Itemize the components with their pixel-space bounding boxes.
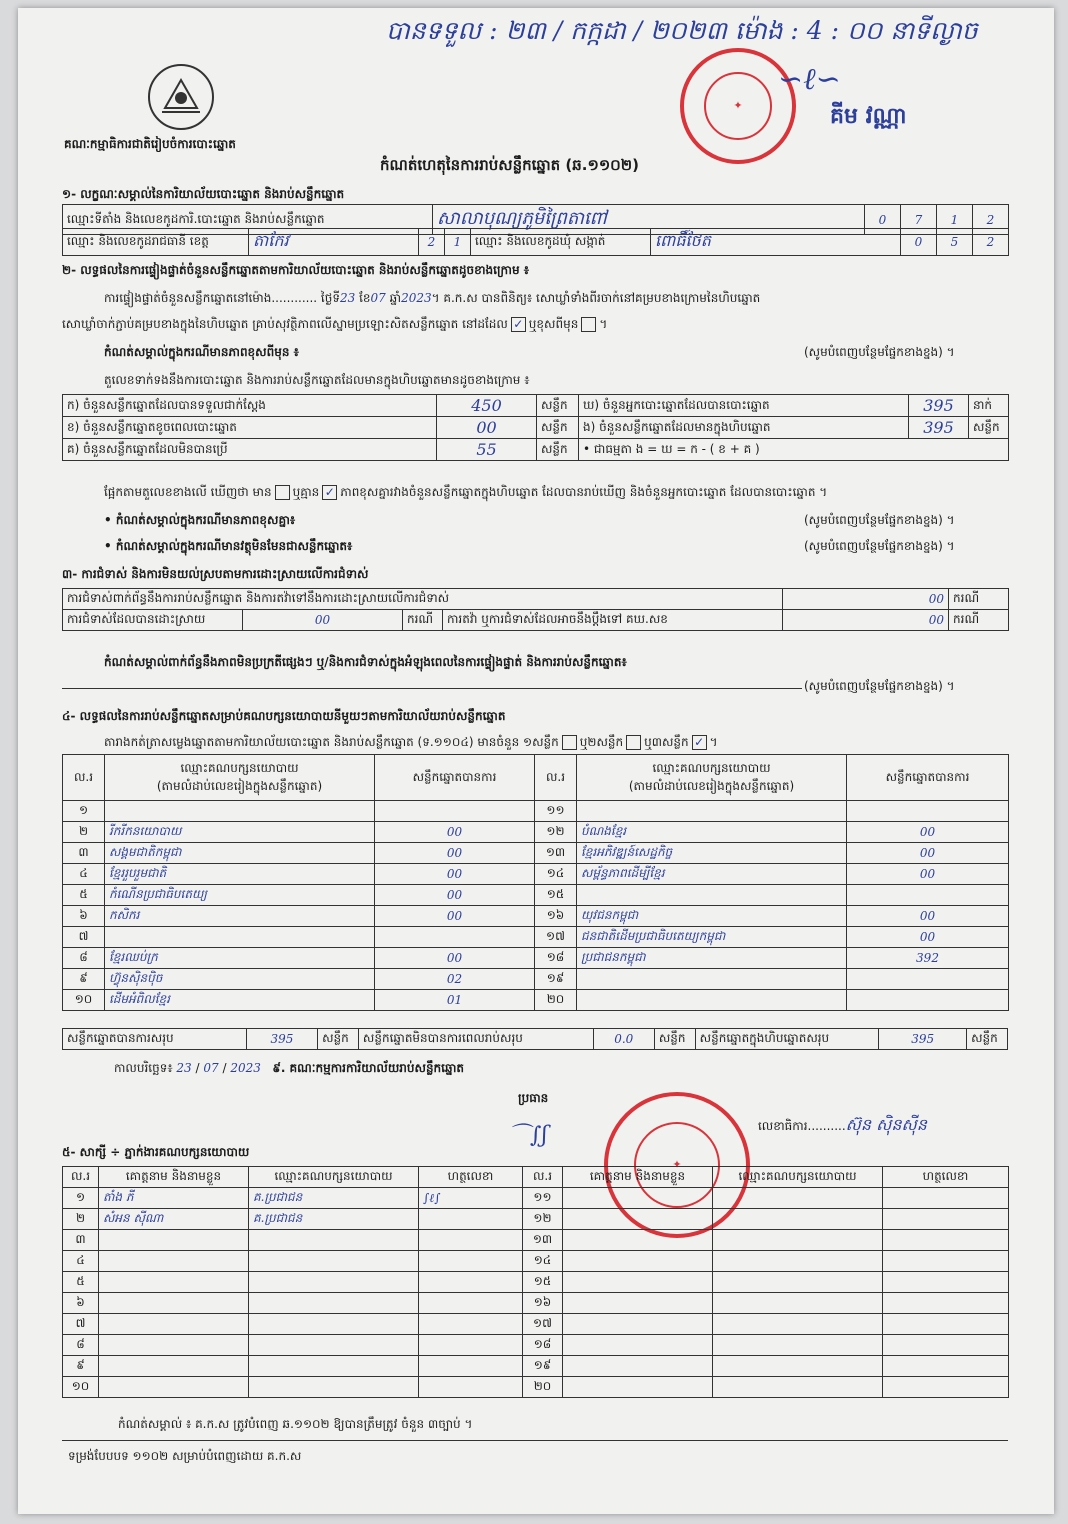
table-cell: ១៩ xyxy=(535,969,577,990)
verification-line: ការផ្ទៀងផ្ទាត់ចំនួនសន្លឹកឆ្នោតនៅម៉ោង............ ថ្ងៃទី23 ខែ07 ឆ្នាំ2023។ គ.ក.ស បានពិនិត្យ៖ សោឃ្លាំទាំងពីរចាក់នៅគម្របខាងក្រោមនៃហិបឆ្នោត xyxy=(104,291,761,305)
table-cell xyxy=(99,1293,249,1314)
formula: • ជាធម្មតា ង = ឃ = ក - ( ខ + គ ) xyxy=(579,439,1009,461)
table-cell: ៧ xyxy=(63,927,105,948)
table-cell xyxy=(419,1335,523,1356)
table-cell: ២០ xyxy=(523,1377,563,1398)
col-party: ឈ្មោះគណបក្សនយោបាយ (តាមលំដាប់លេខរៀងក្នុងសន្លឹកឆ្នោត) xyxy=(105,755,375,801)
fill-hint: (សូមបំពេញបន្ថែមផ្នែកខាងខ្នង) ។ xyxy=(804,539,955,553)
kha-value: 00 xyxy=(437,417,537,439)
table-cell xyxy=(105,801,375,822)
table-cell xyxy=(883,1272,1009,1293)
gha-unit: នាក់ xyxy=(969,395,1009,417)
witness-table xyxy=(62,1166,1009,1398)
unit: សន្លឹក xyxy=(967,1029,1008,1050)
table-cell: ៤ xyxy=(63,864,105,885)
date-month: 07 xyxy=(203,1061,219,1075)
table-cell xyxy=(249,1230,419,1251)
table-cell: 00 xyxy=(847,927,1009,948)
tally-sheet-line: តារាងកត់ត្រាសម្លេងឆ្នោតតាមការិយាល័យបោះឆ្នោត និងរាប់សន្លឹកឆ្នោត (ទ.១១០៤) មានចំនួន ១សន្លឹក ឬ២សន្លឹក ឬ៣សន្លឹក ✓ ។ xyxy=(104,735,718,749)
table-cell xyxy=(563,1230,713,1251)
table-cell xyxy=(99,1230,249,1251)
table-cell xyxy=(713,1314,883,1335)
table-row xyxy=(63,1314,1009,1335)
table-cell: ១៧ xyxy=(523,1314,563,1335)
note-discrepancy: • កំណត់សម្គាល់ក្នុងករណីមានភាពខុសគ្នា៖ xyxy=(104,513,296,527)
objection-unit: ករណី xyxy=(949,589,1009,610)
table-cell: សម្ព័ន្ធភាពដើម្បីខ្មែរ xyxy=(577,864,847,885)
table-row xyxy=(63,1335,1009,1356)
ko-label: គ) ចំនួនសន្លឹកឆ្នោតដែលមិនបានប្រើ xyxy=(63,439,437,461)
table-cell xyxy=(249,1251,419,1272)
table-cell: 00 xyxy=(847,906,1009,927)
note-foreign-object: • កំណត់សម្គាល់ក្នុងករណីមានវត្ថុមិនមែនជាសន្លឹកឆ្នោត៖ xyxy=(104,539,353,553)
table-cell xyxy=(99,1251,249,1272)
table-cell: ២ xyxy=(63,1209,99,1230)
table-row xyxy=(63,1251,1009,1272)
table-cell: ជនជាតិដើមប្រជាធិបតេយ្យកម្ពុជា xyxy=(577,927,847,948)
table-cell xyxy=(249,1314,419,1335)
province-code-digit: 2 xyxy=(419,229,445,256)
table-row xyxy=(63,1377,1009,1398)
table-cell: ល.រ xyxy=(63,1167,99,1188)
table-row xyxy=(63,843,1009,864)
table-cell: ៤ xyxy=(63,1251,99,1272)
table-cell xyxy=(99,1272,249,1293)
table-cell: យុវជនកម្ពុជា xyxy=(577,906,847,927)
section1-title: ១- លក្ខណៈសម្គាល់នៃការិយាល័យបោះឆ្នោត និងរាប់សន្លឹកឆ្នោត xyxy=(62,187,345,201)
section5-title: ៥- សាក្សី ÷ ភ្នាក់ងារគណបក្សនយោបាយ xyxy=(62,1145,250,1159)
table-cell: ៩ xyxy=(63,969,105,990)
section2-title: ២- លទ្ធផលនៃការផ្ទៀងផ្ទាត់ចំនួនសន្លឹកឆ្នោតតាមការិយាល័យបោះឆ្នោត និងរាប់សន្លឹកឆ្នោតដូចខាងក្រោម ៖ xyxy=(62,263,530,277)
table-row xyxy=(63,1272,1009,1293)
table-cell xyxy=(563,1188,713,1209)
table-cell: សំអន ស៊ីណា xyxy=(99,1209,249,1230)
table-cell xyxy=(883,1188,1009,1209)
table-cell xyxy=(713,1356,883,1377)
ko-unit: សន្លឹក xyxy=(537,439,579,461)
table-cell: ១ xyxy=(63,801,105,822)
total-box: 395 xyxy=(879,1029,967,1050)
table-cell xyxy=(99,1314,249,1335)
table-cell: 00 xyxy=(847,822,1009,843)
table-cell: កំណើនប្រជាធិបតេយ្យ xyxy=(105,885,375,906)
table-cell: សង្គមជាតិកម្ពុជា xyxy=(105,843,375,864)
table-cell xyxy=(713,1230,883,1251)
resolved-label: ការជំទាស់ដែលបានដោះស្រាយ xyxy=(63,610,243,631)
table-cell xyxy=(713,1272,883,1293)
table-cell: ១៧ xyxy=(535,927,577,948)
table-cell: គោត្តនាម និងនាមខ្លួន xyxy=(99,1167,249,1188)
table-row xyxy=(63,1356,1009,1377)
table-cell: 00 xyxy=(847,864,1009,885)
table-row xyxy=(63,1188,1009,1209)
table-cell: ៧ xyxy=(63,1314,99,1335)
table-cell: 00 xyxy=(375,843,535,864)
copies-note: កំណត់សម្គាល់ ៖ គ.ក.ស ត្រូវបំពេញ ឆ.១១០២ ឱ្យបានត្រឹមត្រូវ ចំនួន ៣ច្បាប់ ។ xyxy=(118,1417,473,1431)
table-row xyxy=(63,864,1009,885)
table-cell: ខ្មែរឈប់ក្រ xyxy=(105,948,375,969)
table-cell: 01 xyxy=(375,990,535,1011)
table-cell xyxy=(419,1251,523,1272)
form-footer: ទម្រង់បែបបទ ១១០២ សម្រាប់បំពេញដោយ គ.ក.ស xyxy=(68,1449,302,1463)
table-cell xyxy=(419,1293,523,1314)
table-cell: ៥ xyxy=(63,885,105,906)
table-cell xyxy=(713,1209,883,1230)
table-cell: ហត្ថលេខា xyxy=(419,1167,523,1188)
table-cell xyxy=(419,1272,523,1293)
table-cell: ហត្ថលេខា xyxy=(883,1167,1009,1188)
table-cell xyxy=(99,1356,249,1377)
table-cell xyxy=(99,1377,249,1398)
kha-unit: សន្លឹក xyxy=(537,417,579,439)
date-line: កាលបរិច្ឆេទ៖ 23 / 07 / 2023 ៩. គណៈកម្មការការិយាល័យរាប់សន្លឹកឆ្នោត xyxy=(114,1061,465,1075)
table-cell: ១៦ xyxy=(535,906,577,927)
total-box-label: សន្លឹកឆ្នោតក្នុងហិបឆ្នោតសរុប xyxy=(695,1029,879,1050)
gha-value: 395 xyxy=(909,395,969,417)
verify-year: 2023 xyxy=(401,291,432,305)
table-cell xyxy=(419,1209,523,1230)
table-row xyxy=(63,1230,1009,1251)
table-cell xyxy=(419,1314,523,1335)
table-cell: គ.ប្រជាជន xyxy=(249,1209,419,1230)
table-cell xyxy=(883,1230,1009,1251)
table-cell: 00 xyxy=(847,843,1009,864)
table-cell xyxy=(375,801,535,822)
nga-label: ង) ចំនួនសន្លឹកឆ្នោតដែលមានក្នុងហិបឆ្នោត xyxy=(579,417,909,439)
table-cell: ៦ xyxy=(63,1293,99,1314)
ko-value: 55 xyxy=(437,439,537,461)
table-cell: ហ៊្វុនស៊ិនប៉ិច xyxy=(105,969,375,990)
signer-name: គីម វណ្ណា xyxy=(830,104,907,129)
section3-table xyxy=(62,588,1009,631)
table-cell: ខ្មែររួបរួមជាតិ xyxy=(105,864,375,885)
table-cell xyxy=(249,1293,419,1314)
commune-code-digit: 5 xyxy=(937,229,973,256)
difference-check-line: ផ្អែកតាមតួលេខខាងលើ ឃើញថា មាន ឬគ្មាន ✓ ភាពខុសគ្នារវាងចំនួនសន្លឹកឆ្នោតក្នុងហិបឆ្នោត ដែលបានរាប់ឃើញ និងចំនួនអ្នកបោះឆ្នោត ដែលបានបោះឆ្នោត ។ xyxy=(104,485,828,499)
table-cell: 00 xyxy=(375,948,535,969)
table-cell: ១៣ xyxy=(523,1230,563,1251)
table-cell: 00 xyxy=(375,885,535,906)
lock-line: សោឃ្លាំចាក់ភ្ជាប់គម្របខាងក្នុងនៃហិបឆ្នោត គ្រាប់សុវត្ថិភាពលើស្នាមប្រឡោះសិតសន្លឹកឆ្នោត នៅដដែល ✓ ឬខុសពីមុន ។ xyxy=(62,317,608,331)
table-row xyxy=(63,822,1009,843)
figures-intro: តួលេខទាក់ទងនឹងការបោះឆ្នោត និងការរាប់សន្លឹកឆ្នោតដែលមានក្នុងហិបឆ្នោតមានដូចខាងក្រោម ៖ xyxy=(104,373,530,387)
table-cell xyxy=(577,990,847,1011)
table-cell: ៩ xyxy=(63,1356,99,1377)
table-cell: ឈ្មោះគណបក្សនយោបាយ xyxy=(249,1167,419,1188)
table-cell xyxy=(419,1377,523,1398)
table-cell xyxy=(249,1356,419,1377)
unchanged-checkbox[interactable]: ✓ xyxy=(511,317,526,332)
total-invalid-label: សន្លឹកឆ្នោតមិនបានការពេលរាប់សរុប xyxy=(358,1029,593,1050)
table-cell xyxy=(883,1335,1009,1356)
table-cell: ៣ xyxy=(63,1230,99,1251)
table-cell: ១៤ xyxy=(535,864,577,885)
table-cell xyxy=(105,927,375,948)
changed-checkbox[interactable] xyxy=(581,317,596,332)
no-difference-checkbox[interactable]: ✓ xyxy=(322,485,337,500)
table-cell xyxy=(249,1335,419,1356)
ka-unit: សន្លឹក xyxy=(537,395,579,417)
committee-stamp-icon: ✦ xyxy=(604,1092,750,1238)
table-cell xyxy=(847,969,1009,990)
table-cell xyxy=(577,969,847,990)
table-cell xyxy=(883,1293,1009,1314)
appeal-value: 00 xyxy=(783,610,949,631)
table-cell xyxy=(883,1377,1009,1398)
table-cell: ១២ xyxy=(535,822,577,843)
table-cell xyxy=(713,1335,883,1356)
table-row xyxy=(63,969,1009,990)
gha-label: ឃ) ចំនួនអ្នកបោះឆ្នោតដែលបានបោះឆ្នោត xyxy=(579,395,909,417)
table-cell: ១២ xyxy=(523,1209,563,1230)
secretary-name: ស៊ុន ស៊ិនសុីន xyxy=(845,1115,927,1134)
table-cell xyxy=(713,1251,883,1272)
resolved-unit: ករណី xyxy=(403,610,443,631)
col-votes: សន្លឹកឆ្នោតបានការ xyxy=(375,755,535,801)
table-cell xyxy=(563,1209,713,1230)
province-label: ឈ្មោះ និងលេខកូដរាជធានី ខេត្ត xyxy=(63,229,249,256)
table-cell: ១៥ xyxy=(523,1272,563,1293)
total-invalid: 0.0 xyxy=(593,1029,654,1050)
table-cell xyxy=(883,1209,1009,1230)
table-cell: ១៨ xyxy=(523,1335,563,1356)
unit: សន្លឹក xyxy=(318,1029,359,1050)
table-cell xyxy=(713,1293,883,1314)
totals-table xyxy=(62,1028,1008,1050)
official-stamp-icon: ✦ xyxy=(680,48,796,164)
location-code-digit: 7 xyxy=(901,205,937,235)
secretary-line: លេខាធិការ..........ស៊ុន ស៊ិនសុីន xyxy=(758,1115,927,1134)
table-row xyxy=(63,906,1009,927)
table-cell xyxy=(419,1230,523,1251)
president-label: ប្រធាន xyxy=(518,1091,549,1105)
nga-value: 395 xyxy=(909,417,969,439)
table-row xyxy=(63,801,1009,822)
commune-label: ឈ្មោះ និងលេខកូដឃុំ សង្កាត់ xyxy=(471,229,651,256)
table-cell xyxy=(563,1356,713,1377)
location-code-digit: 1 xyxy=(937,205,973,235)
province-code-digit: 1 xyxy=(445,229,471,256)
table-cell: កសិករ xyxy=(105,906,375,927)
table-cell xyxy=(883,1356,1009,1377)
table-cell xyxy=(577,801,847,822)
fill-hint: (សូមបំពេញបន្ថែមផ្នែកខាងខ្នង) ។ xyxy=(804,513,955,527)
table-cell: ១១ xyxy=(535,801,577,822)
table-cell: 00 xyxy=(375,822,535,843)
table-cell xyxy=(99,1335,249,1356)
table-cell: ១៨ xyxy=(535,948,577,969)
table-cell xyxy=(419,1356,523,1377)
table-cell: ២០ xyxy=(535,990,577,1011)
table-cell: ខ្មែរអភិវឌ្ឍន៍សេដ្ឋកិច្ច xyxy=(577,843,847,864)
note-difference: កំណត់សម្គាល់ក្នុងករណីមានភាពខុសពីមុន ៖ xyxy=(104,345,299,359)
table-cell: ឈ្មោះគណបក្សនយោបាយ xyxy=(713,1167,883,1188)
table-cell xyxy=(563,1293,713,1314)
table-cell: ១ xyxy=(63,1188,99,1209)
objection-value: 00 xyxy=(783,589,949,610)
table-cell: ៨ xyxy=(63,948,105,969)
table-cell: 392 xyxy=(847,948,1009,969)
table-cell: ១៥ xyxy=(535,885,577,906)
two-sheet-checkbox[interactable] xyxy=(626,735,641,750)
table-cell xyxy=(563,1251,713,1272)
location-code-digit: 0 xyxy=(865,205,901,235)
fill-hint: (សូមបំពេញបន្ថែមផ្នែកខាងខ្នង) ។ xyxy=(804,345,955,359)
table-cell xyxy=(847,990,1009,1011)
table-cell xyxy=(713,1188,883,1209)
table-cell: ២ xyxy=(63,822,105,843)
table-cell xyxy=(563,1272,713,1293)
results-table xyxy=(62,754,1009,1011)
document-sheet xyxy=(18,8,1054,1514)
table-row xyxy=(63,1209,1009,1230)
total-valid: 395 xyxy=(246,1029,317,1050)
location-code-digit: 2 xyxy=(973,205,1009,235)
col-no: ល.រ xyxy=(535,755,577,801)
table-cell: រីករីកនយោបាយ xyxy=(105,822,375,843)
table-cell: ៣ xyxy=(63,843,105,864)
date-year: 2023 xyxy=(230,1061,261,1075)
form-title: កំណត់ហេតុនៃការរាប់សន្លឹកឆ្នោត (ឆ.១១០២) xyxy=(380,156,640,174)
irregularity-note: កំណត់សម្គាល់ពាក់ព័ន្ធនឹងភាពមិនប្រក្រតីផ្សេងៗ ឬ/និងការជំទាស់ក្នុងអំឡុងពេលនៃការផ្ទៀងផ្ទាត់ និងការរាប់សន្លឹកឆ្នោត៖ xyxy=(104,655,627,669)
table-row xyxy=(63,990,1009,1011)
kha-label: ខ) ចំនួនសន្លឹកឆ្នោតខូចពេលបោះឆ្នោត xyxy=(63,417,437,439)
total-valid-label: សន្លឹកឆ្នោតបានការសរុប xyxy=(63,1029,247,1050)
commune-code-digit: 2 xyxy=(973,229,1009,256)
appeal-label: ការតវ៉ា ឬការជំទាស់ដែលអាចនឹងប្តឹងទៅ គឃ.សខ xyxy=(443,610,783,631)
table-cell: ១៤ xyxy=(523,1251,563,1272)
location-value: សាលាបុណ្យភូមិព្រៃតាពៅ xyxy=(433,205,865,235)
nga-unit: សន្លឹក xyxy=(969,417,1009,439)
col-no: ល.រ xyxy=(63,755,105,801)
table-cell: ១០ xyxy=(63,1377,99,1398)
table-cell: ប្រជាជនកម្ពុជា xyxy=(577,948,847,969)
table-row xyxy=(63,948,1009,969)
divider xyxy=(62,688,802,689)
table-cell: 00 xyxy=(375,864,535,885)
table-cell: ១៣ xyxy=(535,843,577,864)
table-cell xyxy=(249,1272,419,1293)
table-cell: ដើមអំពិលខ្មែរ xyxy=(105,990,375,1011)
fill-hint: (សូមបំពេញបន្ថែមផ្នែកខាងខ្នង) ។ xyxy=(804,679,955,693)
table-cell: ៨ xyxy=(63,1335,99,1356)
table-cell xyxy=(249,1377,419,1398)
table-cell xyxy=(713,1377,883,1398)
three-sheet-checkbox[interactable]: ✓ xyxy=(692,735,707,750)
table-cell xyxy=(563,1377,713,1398)
table-cell: ៦ xyxy=(63,906,105,927)
verify-day: 23 xyxy=(339,291,356,305)
unit: សន្លឹក xyxy=(654,1029,695,1050)
has-difference-checkbox[interactable] xyxy=(275,485,290,500)
verify-month: 07 xyxy=(370,291,386,305)
col-party: ឈ្មោះគណបក្សនយោបាយ (តាមលំដាប់លេខរៀងក្នុងសន្លឹកឆ្នោត) xyxy=(577,755,847,801)
table-cell: ១១ xyxy=(523,1188,563,1209)
table-cell: 00 xyxy=(375,906,535,927)
one-sheet-checkbox[interactable] xyxy=(562,735,577,750)
commission-name: គណៈកម្មាធិការជាតិរៀបចំការបោះឆ្នោត xyxy=(64,137,236,151)
section3-title: ៣- ការជំទាស់ និងការមិនយល់ស្របតាមការដោះស្រាយលើការជំទាស់ xyxy=(62,567,369,581)
table-cell: ១៦ xyxy=(523,1293,563,1314)
table-cell xyxy=(375,927,535,948)
table-cell: ល.រ xyxy=(523,1167,563,1188)
table-cell: ១៩ xyxy=(523,1356,563,1377)
table-row xyxy=(63,1293,1009,1314)
table-cell: 02 xyxy=(375,969,535,990)
commune-value: ពោធិ៍ថែត xyxy=(651,229,901,256)
president-signature-icon: ⌒∫ʃ xyxy=(508,1123,548,1148)
table-cell xyxy=(563,1314,713,1335)
table-row xyxy=(63,885,1009,906)
figures-table xyxy=(62,394,1009,461)
ka-label: ក) ចំនួនសន្លឹកឆ្នោតដែលបានទទួលជាក់ស្តែង xyxy=(63,395,437,417)
location-label: ឈ្មោះទីតាំង និងលេខកូដការិ.បោះឆ្នោត និងរាប់សន្លឹកឆ្នោត xyxy=(63,205,433,235)
table-cell xyxy=(883,1314,1009,1335)
table-cell xyxy=(847,885,1009,906)
footer-divider xyxy=(62,1440,1008,1441)
table-cell xyxy=(847,801,1009,822)
province-value: តាកែវ xyxy=(249,229,419,256)
commune-code-digit: 0 xyxy=(901,229,937,256)
table-cell: ៥ xyxy=(63,1272,99,1293)
ka-value: 450 xyxy=(437,395,537,417)
resolved-value: 00 xyxy=(243,610,403,631)
signature-top-icon: ∽ℓ∽ xyxy=(778,62,841,97)
col-votes: សន្លឹកឆ្នោតបានការ xyxy=(847,755,1009,801)
table-cell xyxy=(577,885,847,906)
table-cell: តាំង ភី xyxy=(99,1188,249,1209)
table-cell: ១០ xyxy=(63,990,105,1011)
section4-title: ៤- លទ្ធផលនៃការរាប់សន្លឹកឆ្នោតសម្រាប់គណបក្សនយោបាយនីមួយៗតាមការិយាល័យរាប់សន្លឹកឆ្នោត xyxy=(62,709,506,723)
table-row xyxy=(63,927,1009,948)
date-day: 23 xyxy=(176,1061,192,1075)
table-cell: គោត្តនាម និងនាមខ្លួន xyxy=(563,1167,713,1188)
received-note: បានទទួល : ២៣ / កក្កដា / ២០២៣ ម៉ោង : 4 : ០០ នាទីល្ងាច xyxy=(386,16,978,45)
table-cell: បំណងខ្មែរ xyxy=(577,822,847,843)
objection-label: ការជំទាស់ពាក់ព័ន្ធនឹងការរាប់សន្លឹកឆ្នោត និងការតវ៉ាទៅនឹងការដោះស្រាយលើការជំទាស់ xyxy=(63,589,783,610)
section1-table-row2 xyxy=(62,228,1009,256)
witness-signature-icon: ∫ℓ∫ xyxy=(419,1188,523,1209)
appeal-unit: ករណី xyxy=(949,610,1009,631)
table-cell xyxy=(883,1251,1009,1272)
table-cell xyxy=(563,1335,713,1356)
nec-emblem-icon xyxy=(148,64,214,130)
table-cell: គ.ប្រជាជន xyxy=(249,1188,419,1209)
